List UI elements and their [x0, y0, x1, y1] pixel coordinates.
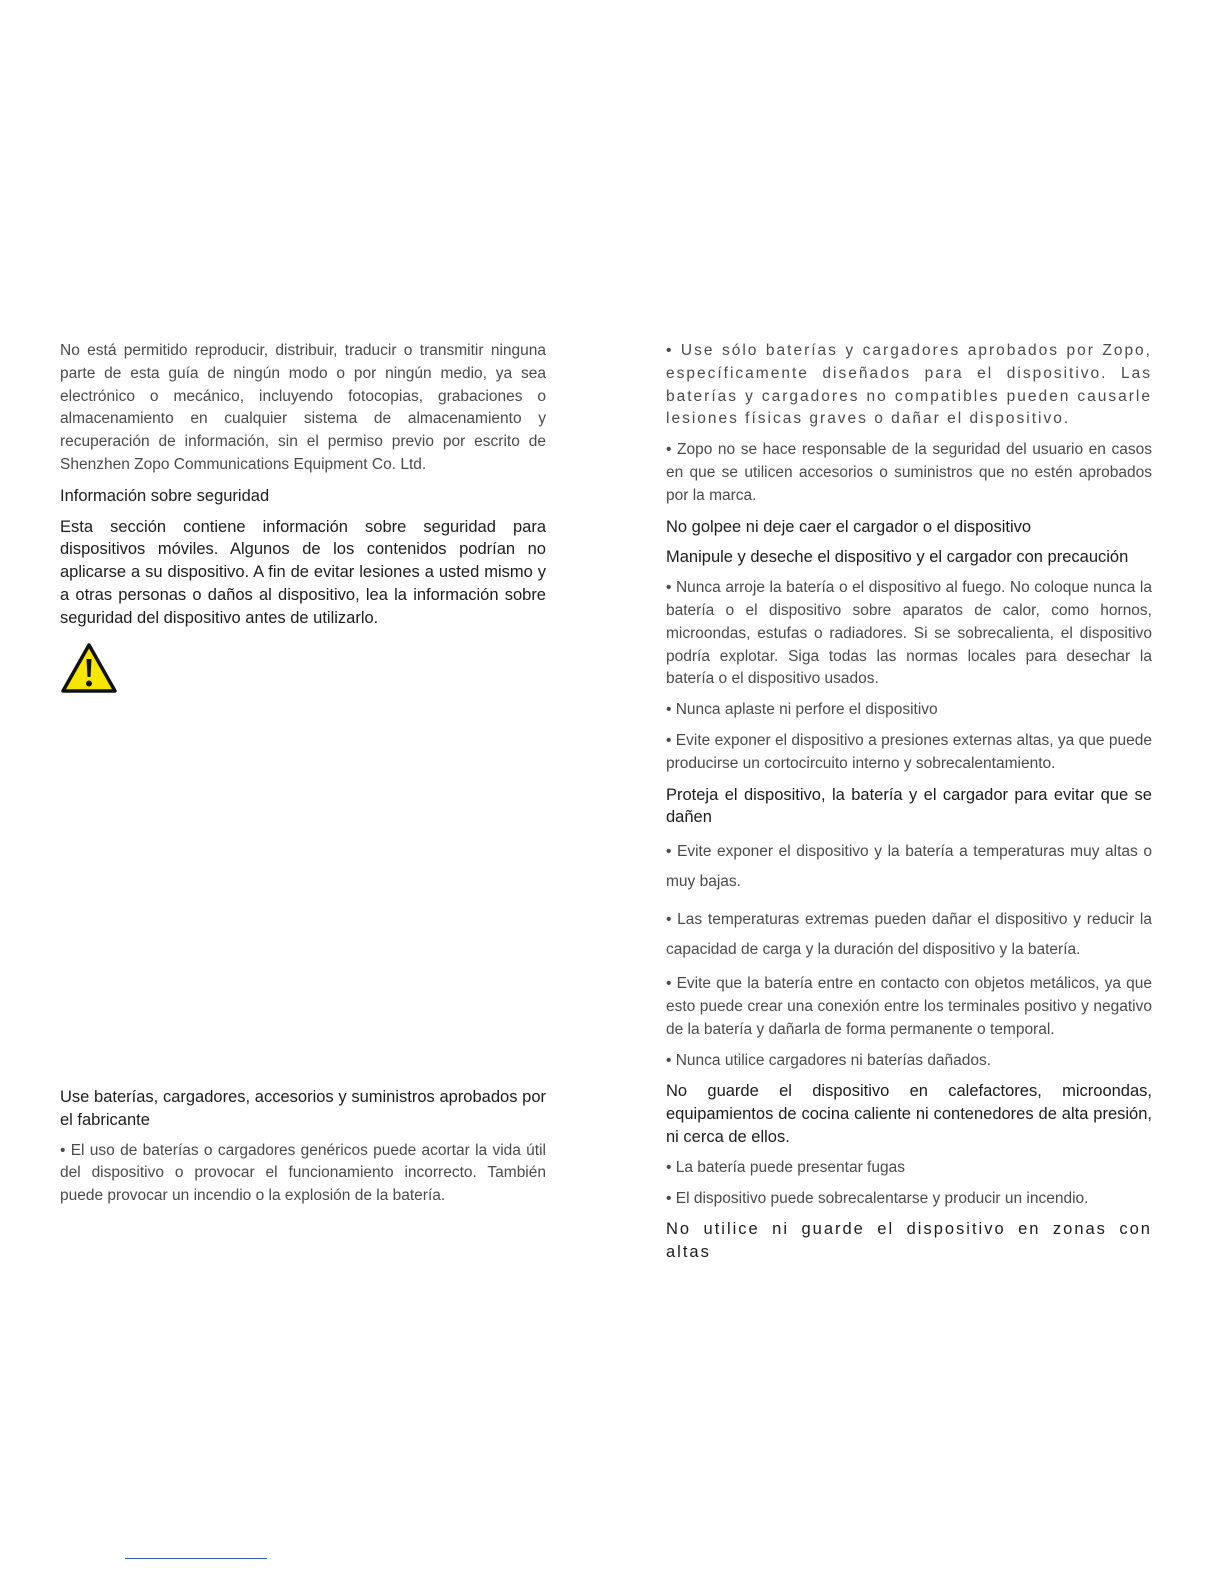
no-heaters-heading: No guarde el dispositivo en calefactores, microondas, equipamientos de cocina caliente ni contenedores de alta presión, ni cerca de ellos. [666, 1082, 1152, 1146]
fire-warning-paragraph: • Nunca arroje la batería o el dispositivo al fuego. No coloque nunca la batería o el dispositivo sobre aparatos de calor, como hornos, microondas, estufas o radiadores. Si se sobrecalienta, el dispositivo podría explotar. Siga todas las normas locales para desechar la batería o el dispositivo usados. [666, 579, 1152, 688]
approved-batteries-paragraph: • Use sólo baterías y cargadores aprobados por Zopo, específicamente diseñados para el dispositivo. Las baterías y cargadores no compatibles pueden causarle lesiones físicas graves o dañar el dispositivo. [666, 342, 1152, 428]
protect-device-heading: Proteja el dispositivo, la batería y el cargador para evitar que se dañen [666, 785, 1152, 827]
no-drop-heading: No golpee ni deje caer el cargador o el dispositivo [666, 517, 1032, 536]
no-crush-paragraph: • Nunca aplaste ni perfore el dispositivo [666, 701, 938, 719]
right-column [666, 340, 1152, 1272]
safety-intro-paragraph: Esta sección contiene información sobre seguridad para dispositivos móviles. Algunos de los contenidos podrían no aplicarse a su dispositivo. A fin de evitar lesiones a usted mismo y a otras personas o daños al dispositivo, lea la información sobre seguridad del dispositivo antes de utilizarlo. [60, 517, 546, 627]
damaged-chargers-paragraph: • Nunca utilice cargadores ni baterías dañados. [666, 1051, 992, 1069]
external-pressure-paragraph: • Evite exponer el dispositivo a presiones externas altas, ya que puede producirse un cortocircuito interno y sobrecalentamiento. [666, 731, 1152, 772]
footnote-divider [125, 1558, 267, 1559]
handle-dispose-heading: Manipule y deseche el dispositivo y el cargador con precaución [666, 548, 1129, 567]
left-column [60, 340, 546, 699]
approved-accessories-heading: Use baterías, cargadores, accesorios y suministros aprobados por el fabricante [60, 1088, 546, 1129]
overheat-paragraph: • El dispositivo puede sobrecalentarse y producir un incendio. [666, 1189, 1089, 1207]
zopo-responsibility-paragraph: • Zopo no se hace responsable de la seguridad del usuario en casos en que se utilicen accesorios o suministros que no estén aprobados por la marca. [666, 441, 1152, 504]
temperature-paragraph: • Evite exponer el dispositivo y la batería a temperaturas muy altas o muy bajas. [666, 843, 1152, 891]
safety-info-heading: Información sobre seguridad [60, 486, 270, 505]
extreme-temperature-paragraph: • Las temperaturas extremas pueden dañar el dispositivo y reducir la capacidad de carga y la duración del dispositivo y la batería. [666, 911, 1152, 959]
generic-batteries-paragraph: • El uso de baterías o cargadores genéricos puede acortar la vida útil del dispositivo o provocar el funcionamiento incorrecto. También puede provocar un incendio o la explosión de la batería. [60, 1141, 546, 1205]
no-high-areas-heading: No utilice ni guarde el dispositivo en zonas con altas [666, 1220, 1152, 1262]
metal-contact-paragraph: • Evite que la batería entre en contacto con objetos metálicos, ya que esto puede crear una conexión entre los terminales positivo y negativo de la batería y dañarla de forma permanente o temporal. [666, 975, 1152, 1038]
battery-leak-paragraph: • La batería puede presentar fugas [666, 1158, 905, 1176]
warning-triangle-icon [60, 642, 118, 694]
copyright-paragraph: No está permitido reproducir, distribuir, traducir o transmitir ninguna parte de esta guía de ningún modo o por ningún medio, ya sea electrónico o mecánico, incluyendo fotocopias, grabaciones o almacenamiento en cualquier sistema de almacenamiento y recuperación de información, sin el permiso previo por escrito de Shenzhen Zopo Communications Equipment Co. Ltd. [60, 342, 546, 473]
left-bottom-section [60, 1086, 546, 1216]
